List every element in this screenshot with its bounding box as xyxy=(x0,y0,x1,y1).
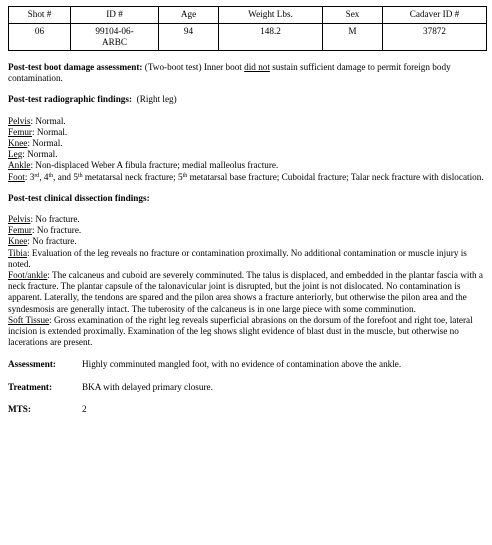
diss-soft-tissue-text: : Gross examination of the right leg reveals superficial abrasions on the dorsum of the forefoot and right toe, lateral incision is extended proximally. Examination of the leg shows slight evidence of blast dust in the muscle, but otherwise no lacerations are present. xyxy=(8,314,473,348)
mts-row xyxy=(8,404,486,415)
boot-damage-emph: did not xyxy=(244,62,270,72)
mts-value: 2 xyxy=(82,403,87,414)
radio-ankle xyxy=(8,160,486,171)
table-row xyxy=(9,24,487,51)
specimen-table xyxy=(8,6,487,51)
cell-cadaver-id: 37872 xyxy=(383,24,487,51)
cell-age: 94 xyxy=(159,24,219,51)
diss-foot-ankle-label: Foot/ankle xyxy=(8,270,48,281)
assessment-row xyxy=(8,359,486,370)
diss-femur-label: Femur xyxy=(8,225,32,236)
radio-leg-text: : Normal. xyxy=(22,149,58,160)
radio-knee-label: Knee xyxy=(8,138,28,149)
cell-weight: 148.2 xyxy=(219,24,323,51)
header-id: ID # xyxy=(71,7,159,24)
radio-femur-label: Femur xyxy=(8,126,32,137)
radio-ankle-label: Ankle xyxy=(8,160,31,171)
radio-femur xyxy=(8,127,486,138)
document-page xyxy=(8,6,486,415)
treatment-label: Treatment: xyxy=(8,381,53,392)
diss-pelvis-label: Pelvis xyxy=(8,214,31,225)
radiographic-heading-line: Post-test radiographic findings: (Right leg) xyxy=(8,94,177,105)
cell-id: 99104-06-ARBC xyxy=(71,24,159,51)
radio-foot-text-b: , 4 xyxy=(39,171,49,182)
table-header-row xyxy=(9,7,487,24)
radio-foot-sup-a: rd xyxy=(34,172,40,179)
diss-soft-tissue-label: Soft Tissue xyxy=(8,314,50,325)
radiographic-heading: Post-test radiographic findings xyxy=(8,94,129,105)
radio-foot-text-a: : 3 xyxy=(24,171,35,182)
mts-label: MTS: xyxy=(8,403,31,414)
boot-damage-text-2: sustain sufficient damage to permit foreign body contamination. xyxy=(8,62,451,84)
radio-femur-text: : Normal. xyxy=(32,126,68,137)
radio-foot-label: Foot xyxy=(8,171,25,182)
radio-foot-sup-d: th xyxy=(182,172,188,179)
treatment-row xyxy=(8,382,486,393)
assessment-value: Highly comminuted mangled foot, with no evidence of contamination above the ankle. xyxy=(82,359,402,370)
header-shot: Shot # xyxy=(9,7,71,24)
header-sex: Sex xyxy=(323,7,383,24)
radio-pelvis xyxy=(8,116,486,127)
diss-femur xyxy=(8,225,486,236)
radio-ankle-text: : Non-displaced Weber A fibula fracture; medial malleolus fracture. xyxy=(30,160,279,171)
radio-knee-text: : Normal. xyxy=(27,138,63,149)
dissection-heading: Post-test clinical dissection findings xyxy=(8,192,147,203)
radio-leg-label: Leg xyxy=(8,149,23,160)
radio-foot-sup-c: th xyxy=(77,172,83,179)
radio-foot-sup-b: th xyxy=(48,172,54,179)
radio-pelvis-label: Pelvis xyxy=(8,115,31,126)
boot-damage-paragraph: Post-test boot damage assessment: (Two-boot test) Inner boot did not sustain sufficient damage to permit foreign body contamination. xyxy=(8,62,451,84)
diss-foot-ankle xyxy=(8,270,486,315)
cell-sex: M xyxy=(323,24,383,51)
radio-foot-text-d: metatarsal neck fracture; 5 xyxy=(82,171,183,182)
diss-knee-text: : No fracture. xyxy=(27,236,77,247)
diss-tibia xyxy=(8,248,486,270)
dissection-heading-line: Post-test clinical dissection findings: xyxy=(8,192,150,203)
diss-knee xyxy=(8,236,486,247)
treatment-value: BKA with delayed primary closure. xyxy=(82,381,213,392)
header-weight: Weight Lbs. xyxy=(219,7,323,24)
diss-pelvis-text: : No fracture. xyxy=(30,214,80,225)
diss-tibia-text: : Evaluation of the leg reveals no fracture or contamination proximally. No additional contamination or muscle injury is noted. xyxy=(8,247,467,269)
assessment-label: Assessment: xyxy=(8,359,56,370)
header-cadaver-id: Cadaver ID # xyxy=(383,7,487,24)
diss-femur-text: : No fracture. xyxy=(32,225,82,236)
radio-foot-text-e: metatarsal base fracture; Cuboidal fracture; Talar neck fracture with dislocation. xyxy=(187,171,484,182)
radiographic-note: (Right leg) xyxy=(136,94,177,105)
diss-knee-label: Knee xyxy=(8,236,28,247)
radio-pelvis-text: : Normal. xyxy=(30,115,66,126)
diss-tibia-label: Tibia xyxy=(8,247,28,258)
radio-knee xyxy=(8,138,486,149)
diss-foot-ankle-text: : The calcaneus and cuboid are severely comminuted. The talus is displaced, and embedded in the plantar fascia with a neck fracture. The plantar capsule of the talonavicular joint is disrupted, but the joint is not dislocated. No contamination is apparent. Laterally, the tendons are spared and the pilon area shows a fracture anteriorly, but otherwise the pilon area and the syndesmosis are generally intact. The tuberosity of the calcaneus is in one large piece with some comminution. xyxy=(8,270,483,314)
diss-soft-tissue xyxy=(8,315,486,349)
cell-shot: 06 xyxy=(9,24,71,51)
radio-foot-text-c: , and 5 xyxy=(53,171,78,182)
diss-pelvis xyxy=(8,214,486,225)
boot-damage-heading: Post-test boot damage assessment xyxy=(8,62,140,72)
boot-damage-text-1: (Two-boot test) Inner boot xyxy=(144,62,245,72)
header-age: Age xyxy=(159,7,219,24)
radio-leg xyxy=(8,149,486,160)
radio-foot xyxy=(8,172,486,183)
